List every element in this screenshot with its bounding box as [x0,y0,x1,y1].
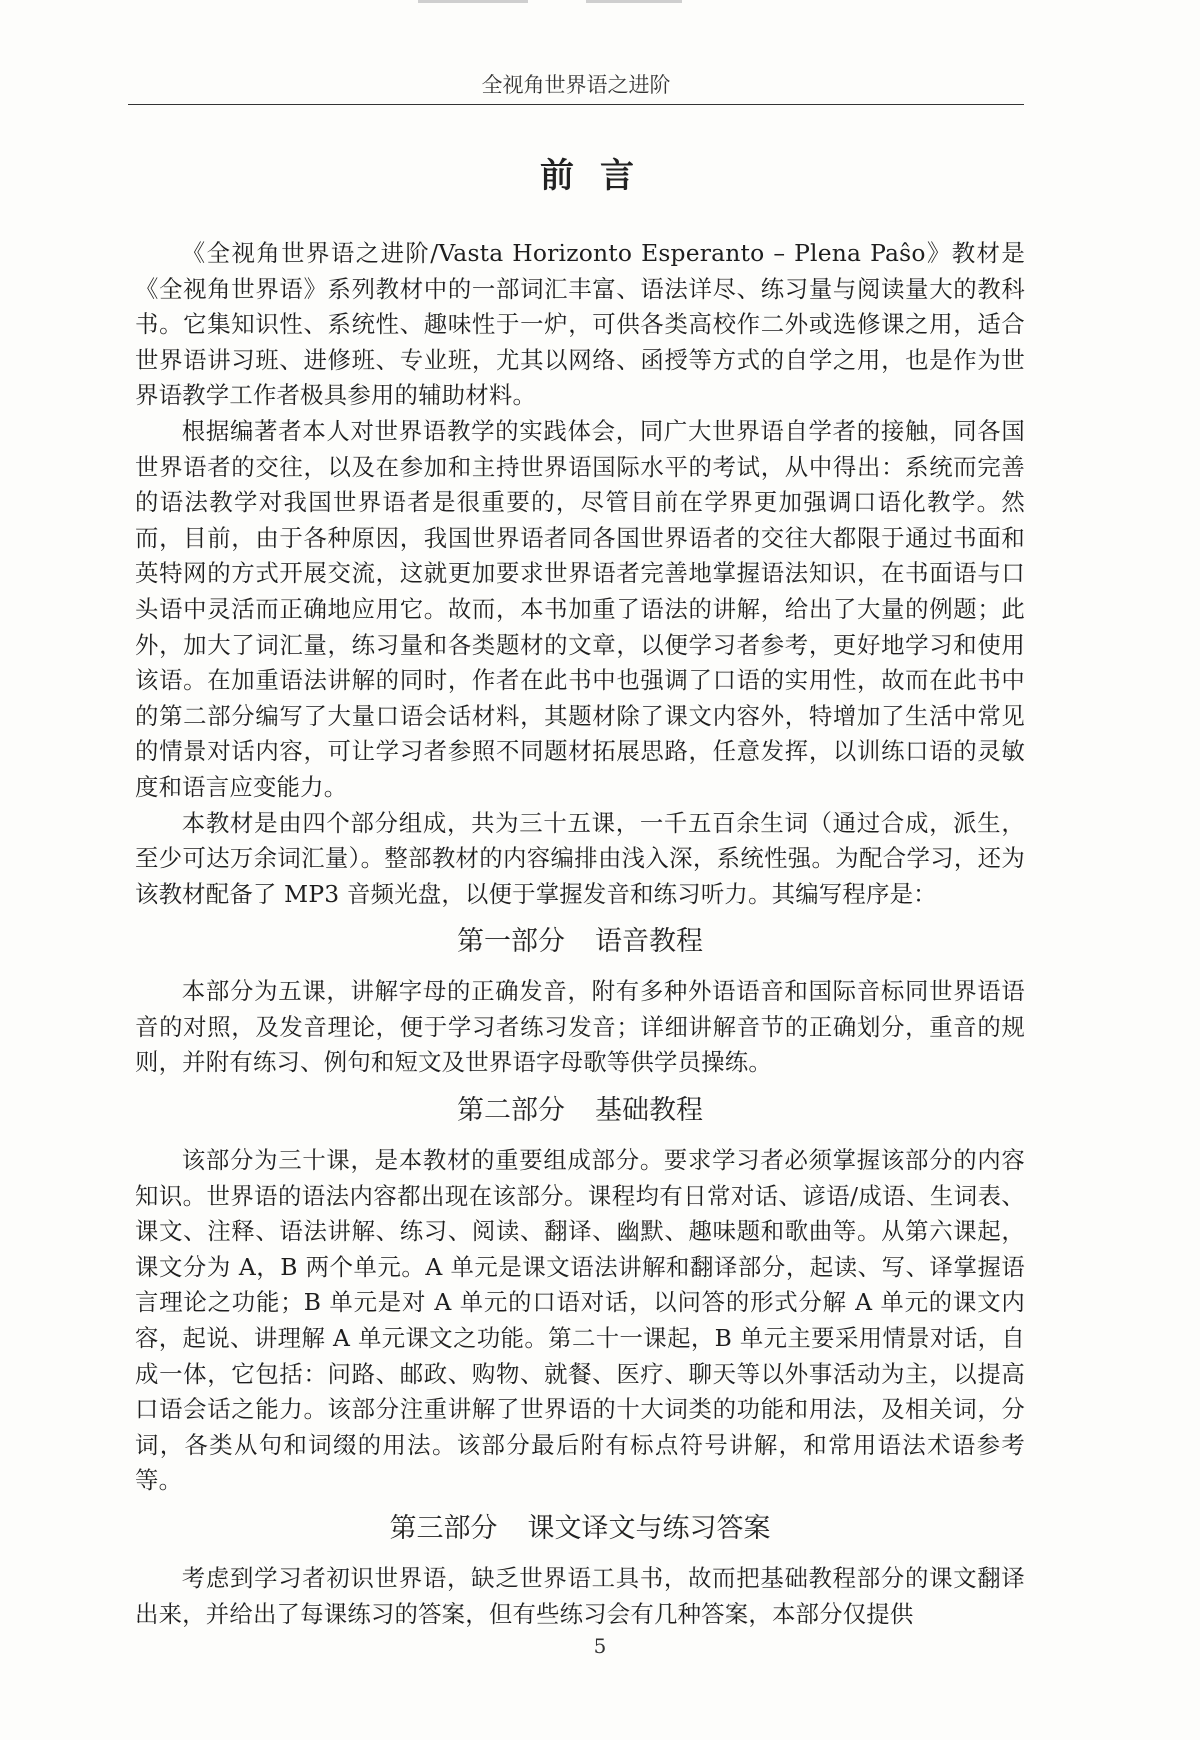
section-name: 课文译文与练习答案 [527,1513,771,1544]
section-part-label: 第三部分 [389,1513,498,1544]
scan-artifact [586,0,682,3]
body-text [135,236,1025,1632]
section-name: 基础教程 [595,1095,703,1127]
section-heading [135,920,1025,964]
section-part-label: 第一部分 [457,926,565,958]
page-title: 前言 [540,156,660,196]
running-header: 全视角世界语之进阶 [481,73,671,97]
paragraph: 本教材是由四个部分组成，共为三十五课，一千五百余生词（通过合成，派生，至少可达万余词汇量）。整部教材的内容编排由浅入深，系统性强。为配合学习，还为该教材配备了 MP3 音频光盘，以便于掌握发音和练习听力。其编写程序是： [135,808,1025,908]
page-number: 5 [593,1634,607,1658]
section-name: 语音教程 [595,926,703,958]
header-rule [128,104,1024,105]
section-paragraph: 该部分为三十课，是本教材的重要组成部分。要求学习者必须掌握该部分的内容知识。世界语的语法内容都出现在该部分。课程均有日常对话、谚语/成语、生词表、课文、注释、语法讲解、练习、阅读、翻译、幽默、趣味题和歌曲等。从第六课起，课文分为 A，B 两个单元。A 单元是课文语法讲解和翻译部分，起读、写、译掌握语言理论之功能；B 单元是对 A 单元的口语对话，以问答的形式分解 A 单元的课文内容，起说、讲理解 A 单元课文之功能。第二十一课起，B 单元主要采用情景对话，自成一体，它包括：问路、邮政、购物、就餐、医疗、聊天等以外事活动为主，以提高口语会话之能力。该部分注重讲解了世界语的十大词类的功能和用法，及相关词，分词，各类从句和词缀的用法。该部分最后附有标点符号讲解，和常用语法术语参考等。 [135,1146,1025,1495]
section-part-label: 第二部分 [457,1095,565,1127]
paragraph: 《全视角世界语之进阶/Vasta Horizonto Esperanto – Plena Paŝo》教材是《全视角世界语》系列教材中的一部词汇丰富、语法详尽、练习量与阅读量大的教科书。它集知识性、系统性、趣味性于一炉，可供各类高校作二外或选修课之用，适合世界语讲习班、进修班、专业班，尤其以网络、函授等方式的自学之用，也是作为世界语教学工作者极具参用的辅助材料。 [135,239,1025,410]
paragraph: 根据编著者本人对世界语教学的实践体会，同广大世界语自学者的接触，同各国世界语者的交往，以及在参加和主持世界语国际水平的考试，从中得出：系统而完善的语法教学对我国世界语者是很重要的，尽管目前在学界更加强调口语化教学。然而，目前，由于各种原因，我国世界语者同各国世界语者的交往大都限于通过书面和英特网的方式开展交流，这就更加要求世界语者完善地掌握语法知识，在书面语与口头语中灵活而正确地应用它。故而，本书加重了语法的讲解，给出了大量的例题；此外，加大了词汇量，练习量和各类题材的文章，以便学习者参考，更好地学习和使用该语。在加重语法讲解的同时，作者在此书中也强调了口语的实用性，故而在此书中的第二部分编写了大量口语会话材料，其题材除了课文内容外，特增加了生活中常见的情景对话内容，可让学习者参照不同题材拓展思路，任意发挥，以训练口语的灵敏度和语言应变能力。 [135,416,1025,801]
section-paragraph: 本部分为五课，讲解字母的正确发音，附有多种外语语音和国际音标同世界语语音的对照，及发音理论，便于学习者练习发音；详细讲解音节的正确划分，重音的规则，并附有练习、例句和短文及世界语字母歌等供学员操练。 [135,977,1025,1077]
scan-artifact [418,0,528,3]
section-paragraph: 考虑到学习者初识世界语，缺乏世界语工具书，故而把基础教程部分的课文翻译出来，并给出了每课练习的答案，但有些练习会有几种答案，本部分仅提供 [135,1564,1025,1628]
section-heading [135,1507,1025,1551]
section-heading [135,1089,1025,1133]
